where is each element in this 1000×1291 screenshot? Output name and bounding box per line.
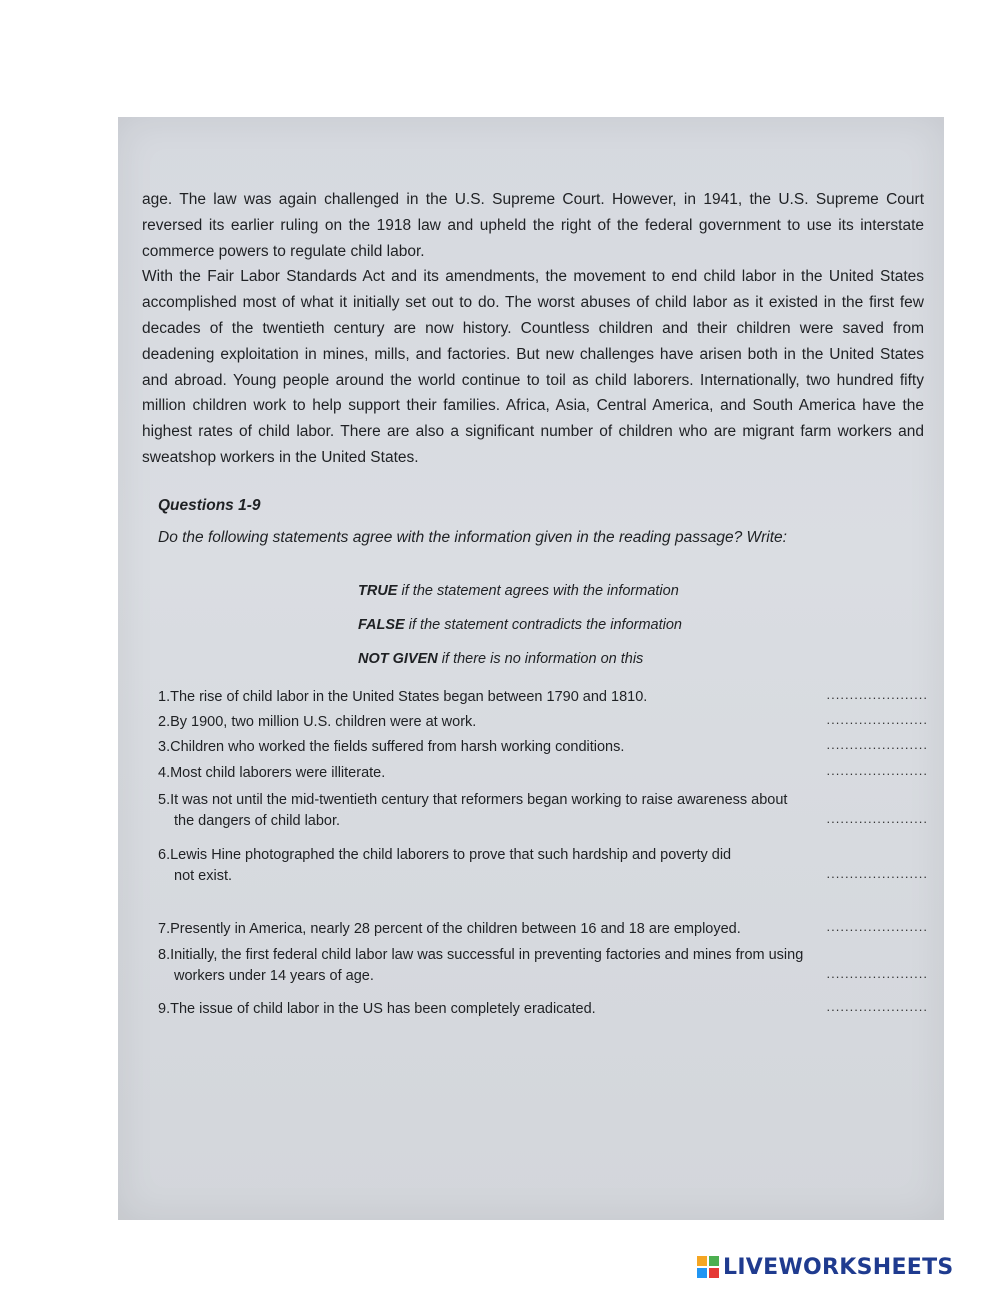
statement-3	[158, 737, 928, 758]
answer-blank-6[interactable]: ......................	[826, 866, 928, 881]
statement-text: 8.Initially, the first federal child labor law was successful in preventing factories and mines from using	[158, 947, 804, 963]
key-desc: if the statement contradicts the information	[404, 617, 682, 633]
answer-blank-2[interactable]: ......................	[826, 712, 928, 727]
answer-blank-3[interactable]: ......................	[826, 737, 928, 752]
answer-key-true	[358, 583, 679, 599]
statement-text: 3.Children who worked the fields suffered from harsh working conditions.	[158, 739, 625, 755]
statement-text: 2.By 1900, two million U.S. children were at work.	[158, 714, 477, 730]
answer-blank-5[interactable]: ......................	[826, 811, 928, 826]
answer-key-false	[358, 617, 682, 633]
statement-text: 9.The issue of child labor in the US has been completely eradicated.	[158, 1001, 596, 1017]
answer-blank-4[interactable]: ......................	[826, 763, 928, 778]
statement-text: 5.It was not until the mid-twentieth century that reformers began working to raise awareness about	[158, 792, 788, 808]
statement-2	[158, 712, 928, 733]
statement-9	[158, 999, 928, 1020]
statement-text: 4.Most child laborers were illiterate.	[158, 765, 386, 781]
answer-blank-9[interactable]: ......................	[826, 999, 928, 1014]
scanned-page	[118, 117, 944, 1220]
answer-blank-8[interactable]: ......................	[826, 966, 928, 981]
reading-passage	[142, 187, 924, 471]
liveworksheets-logo[interactable]	[697, 1254, 954, 1280]
statement-text: 1.The rise of child labor in the United States began between 1790 and 1810.	[158, 689, 648, 705]
statement-4	[158, 763, 928, 784]
key-desc: if there is no information on this	[437, 651, 644, 667]
statement-text: 6.Lewis Hine photographed the child laborers to prove that such hardship and poverty did	[158, 847, 732, 863]
answer-blank-1[interactable]: ......................	[826, 687, 928, 702]
statement-continuation: the dangers of child labor.	[174, 813, 341, 829]
answer-key-not-given	[358, 651, 643, 667]
passage-paragraph-1: age. The law was again challenged in the U.S. Supreme Court. However, in 1941, the U.S. Supreme Court reversed its earlier ruling on the 1918 law and upheld the right of the federal government to use its interstate commerce powers to regulate child labor.	[142, 191, 924, 260]
statement-continuation: not exist.	[174, 868, 233, 884]
answer-blank-7[interactable]: ......................	[826, 919, 928, 934]
liveworksheets-logo-icon	[697, 1256, 719, 1278]
key-term: FALSE	[358, 617, 405, 633]
logo-text: LIVEWORKSHEETS	[723, 1254, 954, 1280]
key-term: TRUE	[358, 583, 398, 599]
questions-title: Questions 1-9	[158, 497, 261, 514]
statement-8	[158, 945, 928, 987]
statement-continuation: workers under 14 years of age.	[174, 968, 374, 984]
key-desc: if the statement agrees with the information	[397, 583, 679, 599]
questions-instruction: Do the following statements agree with the information given in the reading passage? Write:	[158, 529, 787, 546]
statement-7	[158, 919, 928, 940]
statement-1	[158, 687, 928, 708]
statement-5	[158, 790, 928, 832]
key-term: NOT GIVEN	[358, 651, 438, 667]
statement-6	[158, 845, 928, 887]
statement-text: 7.Presently in America, nearly 28 percent of the children between 16 and 18 are employed.	[158, 921, 741, 937]
passage-paragraph-2: With the Fair Labor Standards Act and its amendments, the movement to end child labor in the United States accomplished most of what it initially set out to do. The worst abuses of child labor as it existed in the first few decades of the twentieth century are now history. Countless children and their children were saved from deadening exploitation in mines, mills, and factories. But new challenges have arisen both in the United States and abroad. Young people around the world continue to toil as child laborers. Internationally, two hundred fifty million children work to help support their families. Africa, Asia, Central America, and South America have the highest rates of child labor. There are also a significant number of children who are migrant farm workers and sweatshop workers in the United States.	[142, 268, 924, 466]
